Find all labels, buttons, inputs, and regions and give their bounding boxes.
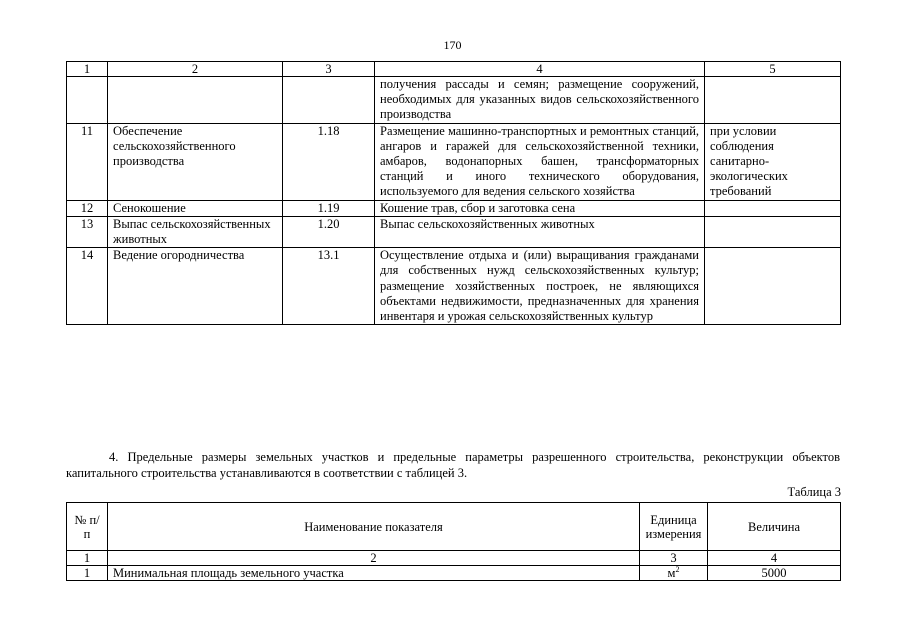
parameters-table [66, 502, 841, 581]
use-description: Выпас сельскохозяйственных животных [375, 216, 705, 247]
use-description: Кошение трав, сбор и заготовка сена [375, 200, 705, 216]
header-cell: 2 [108, 62, 283, 77]
table-row [67, 248, 841, 325]
parameter-unit [640, 566, 708, 581]
use-code [283, 77, 375, 124]
use-code: 1.20 [283, 216, 375, 247]
use-name: Обеспечение сельскохозяйственного производства [108, 123, 283, 200]
page-number: 170 [443, 38, 462, 52]
land-use-table [66, 61, 841, 325]
index-cell: 2 [108, 551, 640, 566]
row-number: 1 [67, 566, 108, 581]
header-cell: 4 [375, 62, 705, 77]
table-row [67, 77, 841, 124]
table-row [67, 200, 841, 216]
table-header-row [67, 503, 841, 551]
index-cell: 4 [708, 551, 841, 566]
use-notes: при условии соблюдения санитарно-экологических требований [705, 123, 841, 200]
table-row [67, 566, 841, 581]
header-value: Величина [708, 503, 841, 551]
row-number: 14 [67, 248, 108, 325]
use-description: Осуществление отдыха и (или) выращивания гражданами для собственных нужд сельскохозяйственных культур; размещение хозяйственных построек, не являющихся объектами недвижимости, предназначенных для хранения инвентаря и урожая сельскохозяйственных культур [375, 248, 705, 325]
header-name: Наименование показателя [108, 503, 640, 551]
use-name: Сенокошение [108, 200, 283, 216]
use-description: Размещение машинно-транспортных и ремонтных станций, ангаров и гаражей для сельскохозяйственной техники, амбаров, водонапорных башен, трансформаторных станций и иного технического оборудования, используемого для ведения сельского хозяйства [375, 123, 705, 200]
header-cell: 3 [283, 62, 375, 77]
table-row [67, 216, 841, 247]
header-num: № п/п [67, 503, 108, 551]
use-name: Выпас сельскохозяйственных животных [108, 216, 283, 247]
unit-base: м [667, 566, 676, 580]
use-code: 1.19 [283, 200, 375, 216]
use-code: 13.1 [283, 248, 375, 325]
row-number [67, 77, 108, 124]
use-code: 1.18 [283, 123, 375, 200]
use-name [108, 77, 283, 124]
use-notes [705, 200, 841, 216]
index-cell: 3 [640, 551, 708, 566]
table-header-row [67, 62, 841, 77]
use-notes [705, 77, 841, 124]
use-name: Ведение огородничества [108, 248, 283, 325]
table-row [67, 123, 841, 200]
row-number: 11 [67, 123, 108, 200]
index-row [67, 551, 841, 566]
unit-exponent: 2 [675, 564, 680, 574]
row-number: 13 [67, 216, 108, 247]
parameter-name: Минимальная площадь земельного участка [108, 566, 640, 581]
table-caption: Таблица 3 [787, 485, 841, 499]
use-notes [705, 216, 841, 247]
header-cell: 1 [67, 62, 108, 77]
use-description: получения рассады и семян; размещение сооружений, необходимых для указанных видов сельскохозяйственного производства [375, 77, 705, 124]
header-unit: Единица измерения [640, 503, 708, 551]
section-paragraph: 4. Предельные размеры земельных участков и предельные параметры разрешенного строительства, реконструкции объектов капитального строительства устанавливаются в соответствии с таблицей 3. [66, 450, 840, 480]
header-cell: 5 [705, 62, 841, 77]
use-notes [705, 248, 841, 325]
parameter-value: 5000 [708, 566, 841, 581]
row-number: 12 [67, 200, 108, 216]
index-cell: 1 [67, 551, 108, 566]
